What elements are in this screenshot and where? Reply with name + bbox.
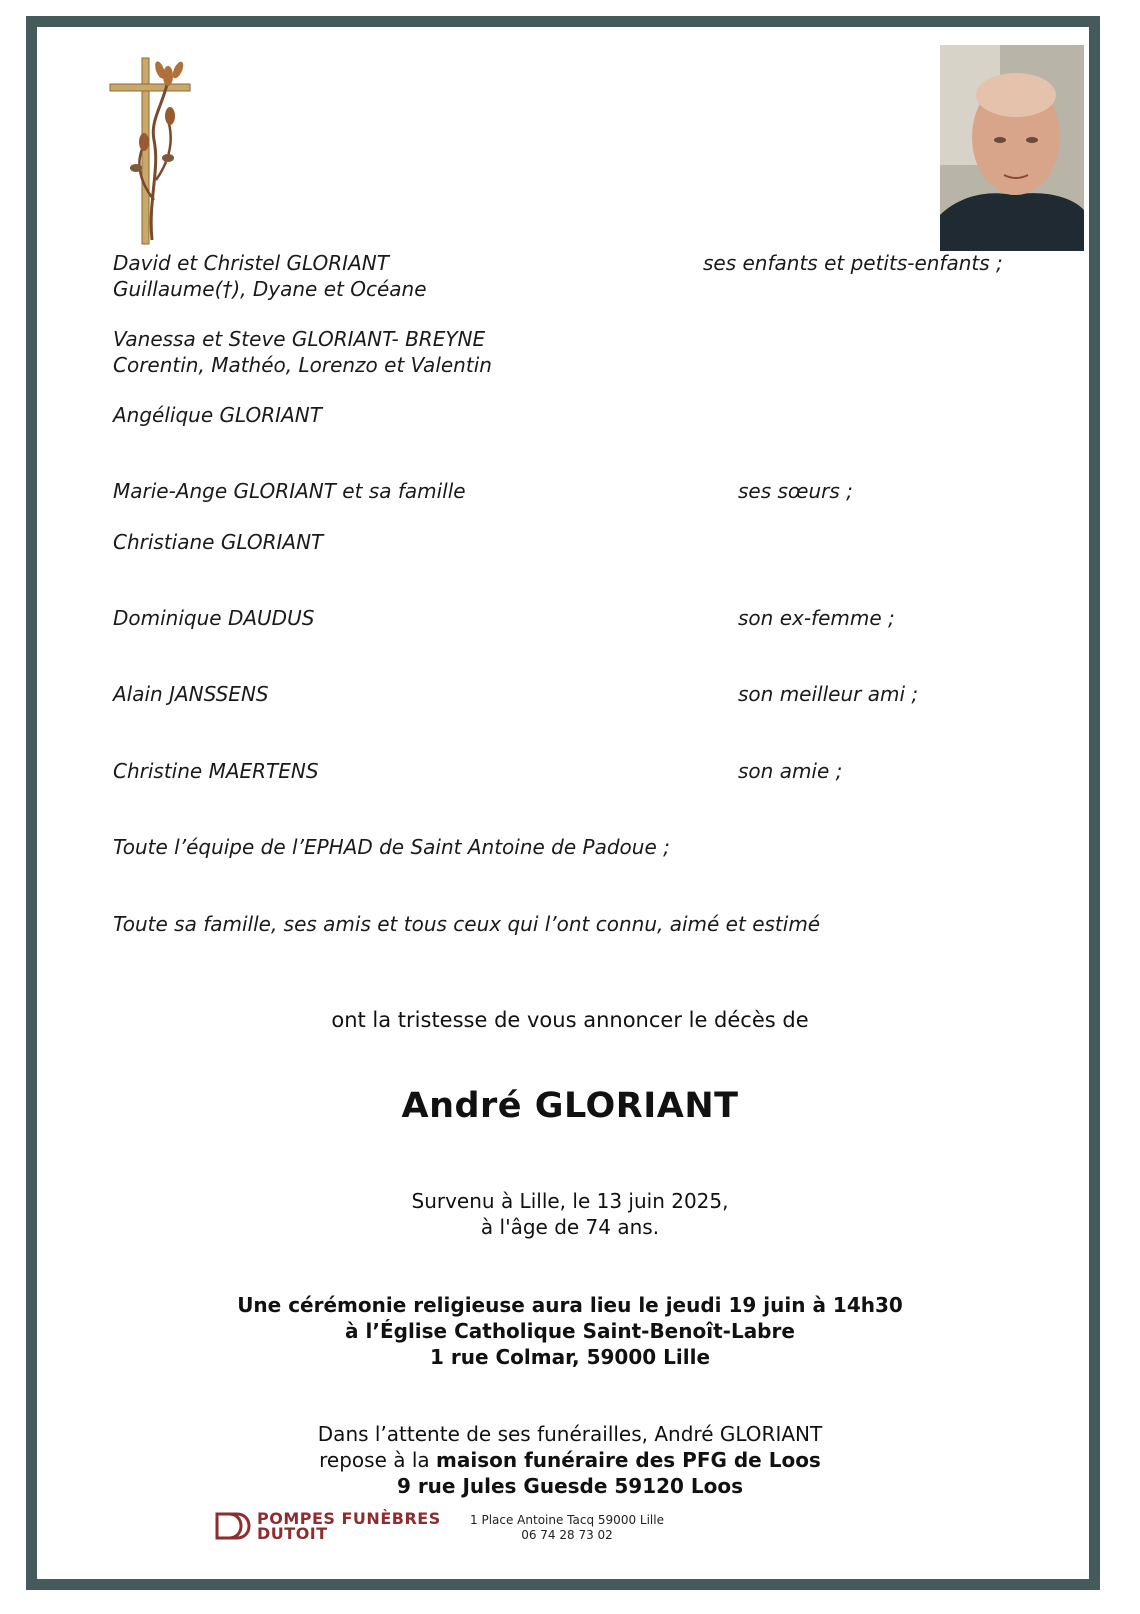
- sister1-line: Marie-Ange GLORIANT et sa famille: [113, 479, 466, 503]
- all-line: Toute sa famille, ses amis et tous ceux qui l’ont connu, aimé et estimé: [113, 912, 821, 936]
- vanessa-line2: Corentin, Mathéo, Lorenzo et Valentin: [113, 353, 492, 377]
- friend-relation: son meilleur ami ;: [738, 682, 919, 706]
- cross-icon: [108, 50, 198, 246]
- partner-relation: son amie ;: [738, 759, 843, 783]
- children-line2: Guillaume(†), Dyane et Océane: [113, 277, 427, 301]
- ceremony-line3: 1 rue Colmar, 59000 Lille: [429, 1345, 711, 1369]
- rest-line2-prefix: repose à la: [319, 1448, 437, 1472]
- friend-line: Alain JANSSENS: [113, 682, 269, 706]
- funeral-home-name: [257, 1511, 441, 1541]
- partner-line: Christine MAERTENS: [113, 759, 319, 783]
- sister2-line: Christiane GLORIANT: [113, 530, 324, 554]
- repose-details: [0, 1421, 1140, 1499]
- exwife-relation: son ex-femme ;: [738, 606, 895, 630]
- funeral-home-contact: [462, 1513, 672, 1543]
- funeral-home-name-line2: DUTOIT: [257, 1524, 328, 1543]
- ephad-line: Toute l’équipe de l’EPHAD de Saint Antoine de Padoue ;: [113, 835, 670, 859]
- portrait-photo: [940, 45, 1084, 251]
- death-details: [0, 1188, 1140, 1240]
- rest-line3: 9 rue Jules Guesde 59120 Loos: [396, 1474, 744, 1498]
- funeral-home-name-line1: POMPES FUNÈBRES: [257, 1509, 441, 1528]
- funeral-home-phone: 06 74 28 73 02: [521, 1528, 613, 1542]
- ceremony-details: [0, 1292, 1140, 1370]
- announcement-text: ont la tristesse de vous annoncer le décès de: [331, 1008, 809, 1032]
- death-line1: Survenu à Lille, le 13 juin 2025,: [411, 1189, 729, 1213]
- pfd-logo-icon: [215, 1511, 251, 1541]
- rest-line2: [0, 1447, 1140, 1473]
- sisters-relation: ses sœurs ;: [738, 479, 853, 503]
- deceased-name: André GLORIANT: [401, 1086, 739, 1126]
- children-relation: ses enfants et petits-enfants ;: [703, 251, 1003, 275]
- ceremony-line1: Une cérémonie religieuse aura lieu le jeudi 19 juin à 14h30: [237, 1293, 903, 1317]
- death-line2: à l'âge de 74 ans.: [480, 1215, 660, 1239]
- children-line1: David et Christel GLORIANT: [113, 251, 389, 275]
- rest-line1: Dans l’attente de ses funérailles, André GLORIANT: [317, 1422, 823, 1446]
- funeral-home-address: 1 Place Antoine Tacq 59000 Lille: [470, 1513, 664, 1527]
- exwife-line: Dominique DAUDUS: [113, 606, 315, 630]
- funeral-home-logo: [215, 1511, 441, 1541]
- angelique-line: Angélique GLORIANT: [113, 403, 322, 427]
- vanessa-line1: Vanessa et Steve GLORIANT- BREYNE: [113, 327, 486, 351]
- rest-line2-bold: maison funéraire des PFG de Loos: [436, 1448, 821, 1472]
- ceremony-line2: à l’Église Catholique Saint-Benoît-Labre: [345, 1319, 795, 1343]
